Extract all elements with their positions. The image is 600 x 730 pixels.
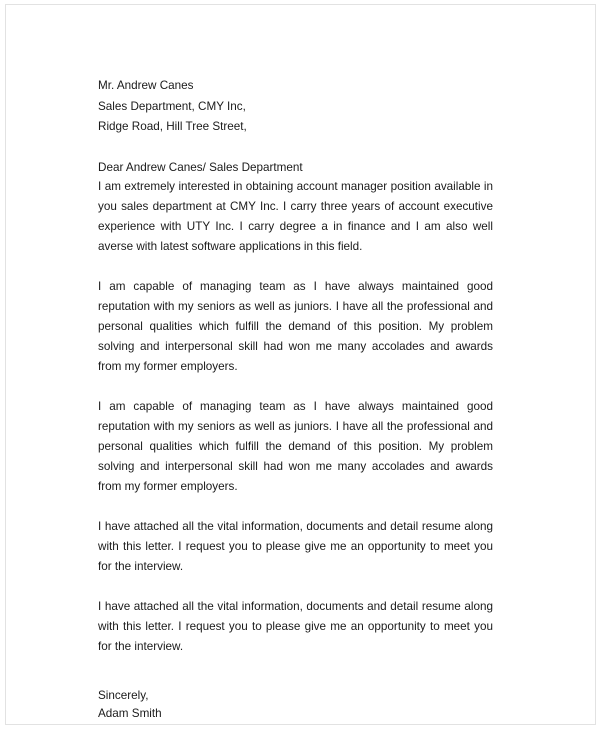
recipient-name: Mr. Andrew Canes	[98, 79, 194, 92]
signature-block	[98, 687, 493, 724]
body-paragraph-5: I have attached all the vital information, documents and detail resume along with this letter. I request you to please give me an opportunity to meet you for the interview.	[98, 599, 493, 653]
sender-name: Adam Smith	[98, 707, 162, 720]
recipient-company: Sales Department, CMY Inc,	[98, 99, 246, 113]
salutation-line: Dear Andrew Canes/ Sales Department	[98, 160, 303, 174]
closing-salutation: Sincerely,	[98, 688, 149, 702]
body-paragraph-2: I am capable of managing team as I have always maintained good reputation with my seniors as well as juniors. I have all the professional and personal qualities which fulfill the demand of this position. My problem solving and interpersonal skill had won me many accolades and awards from my former employers.	[98, 279, 493, 373]
recipient-address-block	[98, 76, 493, 138]
body-paragraph-1: I am extremely interested in obtaining account manager position available in you sales department at CMY Inc. I carry three years of account executive experience with UTY Inc. I carry degree a in finance and I am also well averse with latest software applications in this field.	[98, 179, 493, 253]
recipient-street: Ridge Road, Hill Tree Street,	[98, 120, 247, 133]
body-paragraph-3: I am capable of managing team as I have always maintained good reputation with my seniors as well as juniors. I have all the professional and personal qualities which fulfill the demand of this position. My problem solving and interpersonal skill had won me many accolades and awards from my former employers.	[98, 399, 493, 493]
body-paragraph-4: I have attached all the vital information, documents and detail resume along with this letter. I request you to please give me an opportunity to meet you for the interview.	[98, 519, 493, 573]
letter-content	[98, 76, 493, 724]
